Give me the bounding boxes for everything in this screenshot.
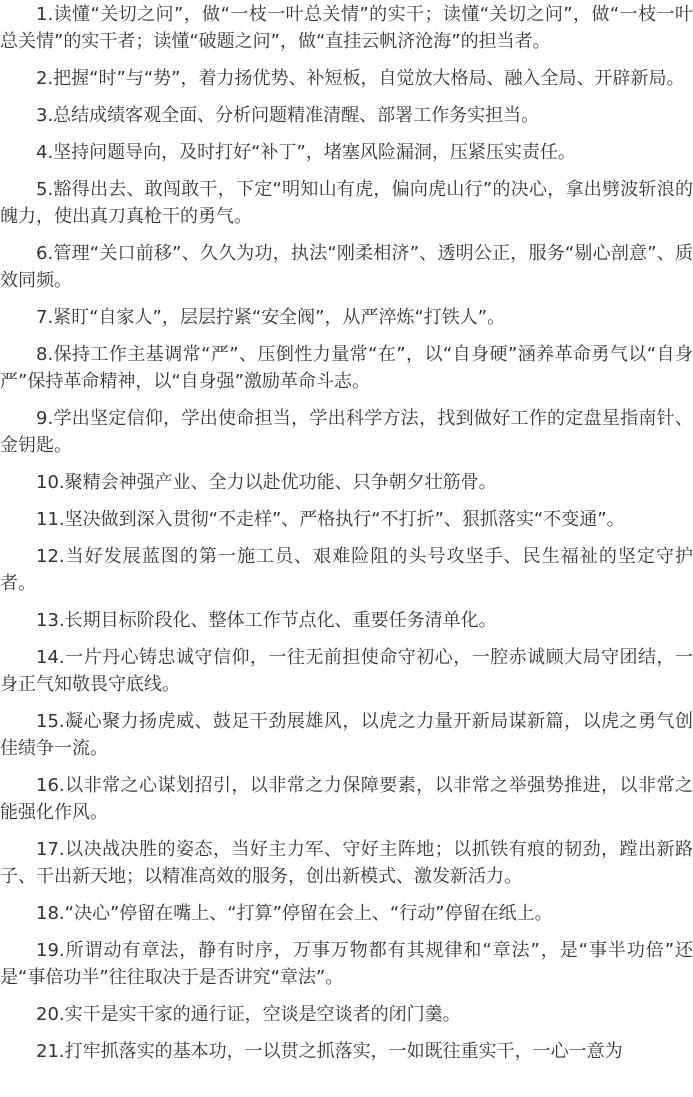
paragraph-5: 5.豁得出去、敢闯敢干，下定“明知山有虎，偏向虎山行”的决心，拿出劈波斩浪的魄力，使出真刀真枪干的勇气。	[0, 179, 693, 227]
paragraph-2: 2.把握“时”与“势”，着力扬优势、补短板，自觉放大格局、融入全局、开辟新局。	[36, 68, 685, 89]
paragraph-16: 16.以非常之心谋划招引，以非常之力保障要素，以非常之举强势推进，以非常之能强化作风。	[0, 775, 693, 823]
paragraph-9: 9.学出坚定信仰，学出使命担当，学出科学方法，找到做好工作的定盘星指南针、金钥匙。	[0, 408, 693, 456]
paragraph-21: 21.打牢抓落实的基本功，一以贯之抓落实，一如既往重实干，一心一意为	[36, 1041, 623, 1062]
paragraph-4: 4.坚持问题导向，及时打好“补丁”，堵塞风险漏洞，压紧压实责任。	[36, 142, 576, 163]
paragraph-17: 17.以决战决胜的姿态，当好主力军、守好主阵地；以抓铁有痕的韧劲，蹚出新路子、干出新天地；以精准高效的服务，创出新模式、激发新活力。	[0, 839, 693, 887]
paragraph-1: 1.读懂“关切之问”，做“一枝一叶总关情”的实干；读懂“关切之问”，做“一枝一叶总关情”的实干者；读懂“破题之问”，做“直挂云帆济沧海”的担当者。	[0, 4, 693, 52]
paragraph-13: 13.长期目标阶段化、整体工作节点化、重要任务清单化。	[36, 610, 497, 631]
paragraph-19: 19.所谓动有章法，静有时序，万事万物都有其规律和“章法”，是“事半功倍”还是“事倍功半”往往取决于是否讲究“章法”。	[0, 940, 693, 988]
paragraph-6: 6.管理“关口前移”、久久为功，执法“刚柔相济”、透明公正，服务“剔心剖意”、质效同频。	[0, 243, 693, 291]
paragraph-18: 18.“决心”停留在嘴上、“打算”停留在会上、“行动”停留在纸上。	[36, 903, 553, 924]
paragraph-10: 10.聚精会神强产业、全力以赴优功能、只争朝夕壮筋骨。	[36, 472, 497, 493]
paragraph-14: 14.一片丹心铸忠诚守信仰，一往无前担使命守初心，一腔赤诚顾大局守团结，一身正气知敬畏守底线。	[0, 647, 693, 695]
paragraph-7: 7.紧盯“自家人”，层层拧紧“安全阀”，从严淬炼“打铁人”。	[36, 307, 506, 328]
paragraph-3: 3.总结成绩客观全面、分析问题精准清醒、部署工作务实担当。	[36, 105, 540, 126]
paragraph-11: 11.坚决做到深入贯彻“不走样”、严格执行“不打折”、狠抓落实“不变通”。	[36, 509, 625, 530]
paragraph-8: 8.保持工作主基调常“严”、压倒性力量常“在”，以“自身硬”涵养革命勇气以“自身严”保持革命精神，以“自身强”激励革命斗志。	[0, 344, 693, 392]
paragraph-15: 15.凝心聚力扬虎威、鼓足干劲展雄风，以虎之力量开新局谋新篇，以虎之勇气创佳绩争一流。	[0, 711, 693, 759]
paragraph-20: 20.实干是实干家的通行证，空谈是空谈者的闭门羹。	[36, 1004, 461, 1025]
paragraph-12: 12.当好发展蓝图的第一施工员、艰难险阻的头号攻坚手、民生福祉的坚定守护者。	[0, 546, 693, 594]
